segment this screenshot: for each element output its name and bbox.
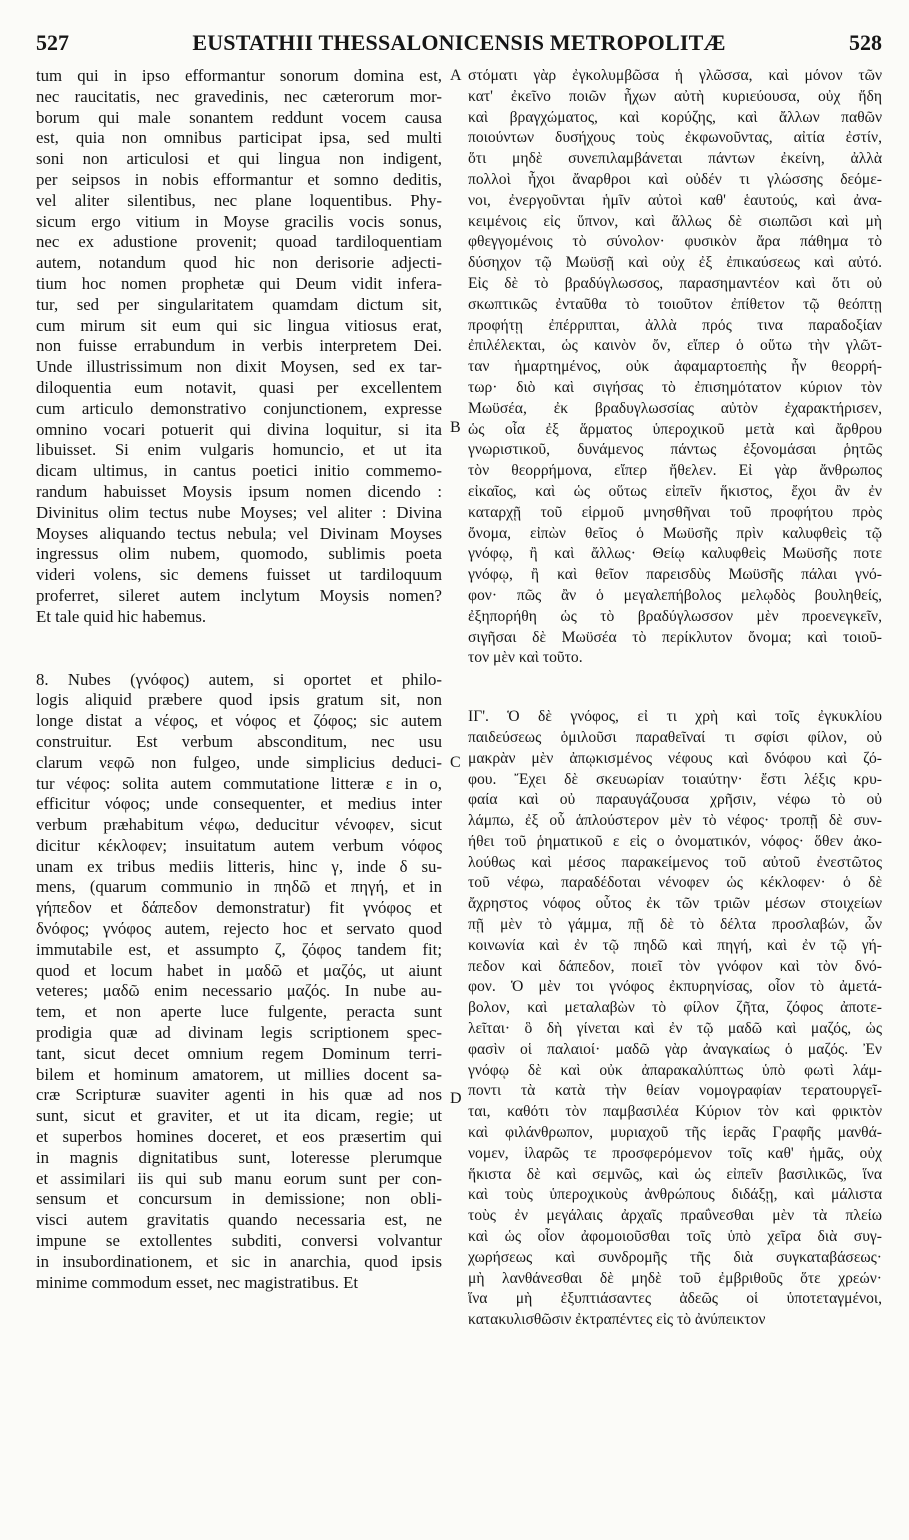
text-line: quod et locum habet in μαδῶ et μαζός, ut aiunt (36, 960, 442, 980)
text-line: φου. Ἔχει δὲ σκευωρίαν τοιαύτην· ἔστι λέξις κρυ- (468, 770, 882, 788)
text-line: τωρ· διὸ καὶ σιγήσας τὸ ἐπισημότατον κύριον τὸν (468, 378, 882, 396)
text-line: τοῦ νέφω, παραδέδοται νένοφεν ὡς κέκλοφεν· ὁ δὲ (468, 874, 882, 892)
text-line: tium hoc nomen prophetæ qui Deum vidit infera- (36, 273, 442, 293)
text-line: verbum præhabitum νέφω, deducitur νένοφεν, sicut (36, 815, 442, 835)
latin-paragraph-2 (36, 670, 442, 1294)
text-line: cræ Scripturæ suaviter agenti in his quæ ad nos (36, 1085, 442, 1105)
text-line: sunt, sicut et graviter, et ut ita dicam, regie; ut (36, 1106, 442, 1126)
text-line: ποντι τὰ κατὰ τὴν θείαν νομογραφίαν τερατουργεῖ- (468, 1082, 882, 1100)
text-line: ὅτι μηδὲ συνεπιλαμβάνεται πάντων ἐκείνη, ἀλλὰ (468, 150, 882, 168)
text-line: immutabile est, et assumpto ζ, ζόφος tandem fit; (36, 939, 442, 959)
text-line: ποιούντων δυσήχους τοὺς ἐκφωνοῦντας, αἰτία ἐστίν, (468, 129, 882, 147)
text-line: tant, sicut decet omnium regem Dominum terri- (36, 1043, 442, 1063)
text-line: ἐπιλέλεκται, ὡς καινὸν ὄν, εἴπερ ὁ οὕτω τὴν γλῶτ- (468, 337, 882, 355)
text-line: βολον, καὶ μεταλαβὼν τὸ φίλον ζῆτα, ζόφος ἀποτε- (468, 999, 882, 1017)
text-line: dicitur κέκλοφεν; insuitatum autem verbum νόφος (36, 835, 442, 855)
text-line: tur νέφος: solita autem commutatione litteræ ε in ο, (36, 773, 442, 793)
page-number-left: 527 (36, 30, 69, 55)
text-line: φον. Ὁ μὲν τοι γνόφος ἐκπυρηνίσας, οἷον τὸ ἀμετά- (468, 978, 882, 996)
text-line: bilem et hominum amatorem, ut millies docent sa- (36, 1064, 442, 1084)
text-line: γνόφῳ δὲ καὶ οὐκ ἀπαρακαλύπτως ὑπὸ φωτὶ λάμ- (468, 1061, 882, 1079)
text-line: sicum ergo vitium in Moyse gracilis vocis sonus, (36, 211, 442, 231)
text-line: ὄνομα, εἰπὼν θεῖος ὁ Μωϋσῆς πρὶν καλυφθεὶς τῷ (468, 524, 882, 542)
text-line: φαία καὶ οὐ παραυγάζουσα χρῆσιν, νέφω τὸ οὐ (468, 791, 882, 809)
greek-paragraph-2 (468, 707, 882, 1331)
text-line: et superbos homines doceret, et eos præsertim qui (36, 1127, 442, 1147)
text-line: impune se extollentes subditi, conversi volvantur (36, 1231, 442, 1251)
text-line: proferret, sileret autem inclytum Moysis nomen? (36, 585, 442, 605)
latin-column (36, 66, 442, 1293)
text-line: δύσηχον τῷ Μωϋσῇ καὶ οὐχ ἐξ ἐπικαύσεως καὶ αὐτό. (468, 254, 882, 272)
text-line: Moyses aliquando tectus nebula; vel Divinam Moyses (36, 523, 442, 543)
text-line: ται, καθότι τὸν παμβασιλέα Κύριον τὸν καὶ φρικτὸν (468, 1103, 882, 1121)
running-title: EUSTATHII THESSALONICENSIS METROPOLITÆ (192, 30, 726, 55)
text-line: ἄχρηστος νόφος οὗτος ἐκ τῶν τριῶν μέσων στοιχείων (468, 895, 882, 913)
margin-marker-d: D (450, 1090, 462, 1107)
text-line: σκωπτικῶς ἐνταῦθα τὸ τοιοῦτον ἐπίθετον τῷ θεόπτῃ (468, 295, 882, 313)
text-line: borum qui male sonantem reddunt vocem causa (36, 107, 442, 127)
text-line: omnino vocari potuerit qui divina loquitur, si ita (36, 419, 442, 439)
text-line: ἐξηπορήθη ὡς τὸ βραδύγλωσσον μὲν προενεγκεῖν, (468, 607, 882, 625)
text-line: τὸν θεορρήμονα, εἴπερ ἤθελεν. Εἰ γὰρ ἄνθρωπος (468, 462, 882, 480)
text-line: tem, et non aperte luce fulgente, peracta sunt (36, 1002, 442, 1022)
text-line: est, quia non omnibus participat ipsa, sed multi (36, 128, 442, 148)
text-line: 8. Nubes (γνόφος) autem, si oportet et philo- (36, 669, 442, 689)
text-line: nec raucitatis, nec gravedinis, nec cæterorum mor- (36, 86, 442, 106)
latin-paragraph-1 (36, 66, 442, 628)
text-line: tum qui in ipso efformantur sonorum domina est, (36, 66, 442, 85)
text-line: ΙΓ'. Ὁ δὲ γνόφος, εἰ τι χρὴ καὶ τοῖς ἐγκυκλίου (468, 708, 882, 726)
text-line: τον μὲν καὶ τοῦτο. (468, 649, 583, 667)
text-line: λούθως καὶ μέσος παρακείμενος τοῦ αὐτοῦ ἐνεστῶτος (468, 853, 882, 871)
text-line: ήθει τοῦ ῥηματικοῦ ε εἰς ο ὀνοματικόν, νόφος· ὅθεν ἀκο- (468, 832, 882, 850)
text-line: προφήτῃ ἐπέρριπται, ἀλλὰ πρός τινα παραδοξίαν (468, 316, 882, 334)
greek-column (468, 66, 882, 1331)
text-line: δνόφος; γνόφος autem, rejecto hoc et servato quod (36, 919, 442, 939)
text-line: ἥκιστα δὲ καὶ σεμνῶς, καὶ ὡς εἰπεῖν βασιλικῶς, ἵνα (468, 1165, 882, 1183)
text-line: λεῖται· ὃ δὴ γίνεται καὶ ἐν τῷ μαδῶ καὶ μαζός, ὡς (468, 1020, 882, 1038)
text-line: γνόφῳ, ἢ καὶ ἄλλως· Θείῳ καλυφθεὶς Μωϋσῆς ποτε (468, 545, 882, 563)
text-line: καὶ τοὺς ὑπεροχικοὺς ἀνθρώπους διδάξῃ, καὶ μάλιστα (468, 1186, 882, 1204)
text-line: μὴ λανθάνεσθαι δὲ μηδὲ τοῦ ἐμβριθοῦς ὅτε χρεών· (468, 1269, 882, 1287)
text-line: γνόφῳ, ἢ καὶ θεῖον παρεισδὺς Μωϋσῆς πάλαι γνό- (468, 566, 882, 584)
text-line: κατ' ἐκεῖνο ποιῶν ἦχων αὐτὴ κυριεύουσα, οὐχ ἤδη (468, 87, 882, 105)
text-line: φον· πῶς ἂν ὁ μεγαλεπήβολος μελῳδὸς βουληθείς, (468, 586, 882, 604)
text-line: Divinitus olim tectus nube Moyses; vel aliter : Divina (36, 502, 442, 522)
text-line: longe distat a νέφος, et νόφος et ζόφος; sic autem (36, 711, 442, 731)
text-line: καὶ φιλάνθρωπον, μυριαχοῦ τῆς ἱερᾶς Γραφῆς μανθά- (468, 1124, 882, 1142)
text-line: mens, (quarum communio in πηδῶ et πηγή, et in (36, 877, 442, 897)
text-line: tur, sed per singularitatem quamdam dictum sit, (36, 294, 442, 314)
text-line: νοι, ἐνεργοῦνται ἡμῖν αὐτοὶ καθ' ἑαυτούς, καὶ ἀνα- (468, 191, 882, 209)
text-line: μακρὰν μὲν ἀπῳκισμένος νέφους καὶ δνόφου καὶ ζό- (468, 749, 882, 767)
text-line: γνωριστικοῦ, δυνάμενος πάντως ἐξονομάσαι ῥητῶς (468, 441, 882, 459)
text-line: κειμένοις εἰς ὕπνον, καὶ ἄλλως δὲ σιωπῶσι καὶ μὴ (468, 212, 882, 230)
text-line: νομεν, ἱλαρῶς τε προσφερόμενον τοῖς καθ' ἡμᾶς, οὐχ (468, 1144, 882, 1162)
text-line: unam ex tribus mediis litteris, hinc γ, inde δ su- (36, 856, 442, 876)
text-line: καὶ ὡς οἷον ἀφομοιοῦσθαι τοῖς ὑπὸ χεῖρα διὰ συγ- (468, 1228, 882, 1246)
text-line: randum habuisset Moysis ipsum nomen dicendo : (36, 481, 442, 501)
text-line: πεδον καὶ δάπεδον, ποιεῖ τὸν γνόφον καὶ τὸν δνό- (468, 957, 882, 975)
text-line: sensum et concursum in demissione; non obli- (36, 1189, 442, 1209)
text-line: λάμπω, ἐξ οὗ ἁπλούστερον μὲν τὸ νέφος· τροπῇ δὲ συν- (468, 812, 882, 830)
text-line: κατακυλισθῶσιν ἐκτραπέντες εἰς τὸ ἀνύπεικτον (468, 1311, 766, 1329)
text-line: τοὺς ἐν μεγάλαις ἀρχαῖς πραΰνεσθαι μὲν τὰ πλείω (468, 1207, 882, 1225)
text-line: vel aliter silentibus, nec plane loquentibus. Phy- (36, 190, 442, 210)
page-number-right: 528 (849, 30, 882, 55)
text-line: ἵνα μὴ ἐξυπτιάσαντες ἀδεῶς οἱ ὑποτεταγμένοι, (468, 1290, 882, 1308)
margin-marker-a: A (450, 67, 462, 84)
text-line: χωρήσεως καὶ συνδρομῆς τῆς διὰ συγκαταβάσεως· (468, 1248, 882, 1266)
text-line: κοινωνία καὶ ἐν τῷ πηδῶ καὶ πηγή, καὶ ἐν τῷ γή- (468, 936, 882, 954)
text-line: in insubordinationem, et sic in anarchia, quod ipsis (36, 1251, 442, 1271)
text-line: et assimilari iis qui sub manu eorum sunt per con- (36, 1168, 442, 1188)
text-line: ingressus olim nubem, quomodo, sublimis poeta (36, 544, 442, 564)
text-line: logis aliquid præbere quod ipsis gratum sit, non (36, 690, 442, 710)
text-line: minime commodum esset, nec magistratibus. Et (36, 1272, 359, 1292)
text-line: autem, notandum quod hic non derisorie adjecti- (36, 253, 442, 273)
text-line: παιδεύσεως ὁμιλοῦσι παραθεῖναί τι σφίσι φίλον, οὐ (468, 728, 882, 746)
text-line: ταν ἡμαρτημένος, οὐκ ἀφαμαρτοεπὴς ἦν θεορρή- (468, 358, 882, 376)
text-line: construitur. Est verbum absconditum, nec usu (36, 731, 442, 751)
text-line: στόματι γὰρ ἐγκολυμβῶσα ἡ γλῶσσα, καὶ μόνον τῶν (468, 67, 882, 84)
text-line: Et tale quid hic habemus. (36, 606, 207, 626)
text-line: καὶ βραγχώματος, καὶ κορύζης, καὶ ἄλλων παθῶν (468, 108, 882, 126)
text-line: γήπεδον et δάπεδον demonstratur) fit γνόφος et (36, 898, 442, 918)
text-line: ὡς οἷα ἐξ ἅρματος ὑπεροχικοῦ μετὰ καὶ ἄρθρου (468, 420, 882, 438)
text-line: nec ex adustione provenit; quoad tardiloquentiam (36, 232, 442, 252)
text-line: Μωϋσέα, ἐκ βραδυγλωσσίας αὐτὸν ἐχαρακτήρισεν, (468, 399, 882, 417)
text-line: φασὶν οἱ παλαιοί· μαδῶ γὰρ ἀναγκαίως ὁ μαζός. Ἐν (468, 1040, 882, 1058)
text-line: diloquentia eum notavit, quasi per excellentem (36, 377, 442, 397)
text-line: veteres; μαδῶ enim necessario μαζός. In nube au- (36, 981, 442, 1001)
text-line: non fuisse errabundum in verbis interpretem Dei. (36, 336, 442, 356)
text-line: cum mirum sit eum qui sic lingua vitiosus erat, (36, 315, 442, 335)
text-line: dicam ultimus, in cantus poetici initio commemo- (36, 461, 442, 481)
text-line: prodigia quæ ad divinam legis scriptionem spec- (36, 1023, 442, 1043)
text-line: videri volens, sic demens fuisset ut tardiloquum (36, 565, 442, 585)
text-line: Εἰς δὲ τὸ βραδύγλωσσος, παρασημαντέον καὶ ὅτι οὐ (468, 274, 882, 292)
text-line: πῇ μὲν τὸ γάμμα, πῇ δὲ τὸ δέλτα προσλαβών, ὧν (468, 916, 882, 934)
margin-marker-c: C (450, 754, 461, 771)
text-line: καταρχῇ τοῦ εἱρμοῦ μνησθῆναι τοῦ προφήτου πρὸς (468, 503, 882, 521)
text-line: φθεγγομένοις τὸ σύνολον· φυσικὸν ἄρα πάθημα τὸ (468, 233, 882, 251)
text-line: efficitur νόφος; unde consequenter, et medius inter (36, 794, 442, 814)
text-line: soni non articulosi et qui lingua non indigent, (36, 149, 442, 169)
text-line: πολλοὶ ἦχοι ἄναρθροι καὶ οὐδέν τι γλώσσης δεόμε- (468, 170, 882, 188)
text-line: cum articulo demonstrativo conjunctionem, expresse (36, 398, 442, 418)
text-line: εἰκαῖος, καὶ ὡς οὕτως εἰπεῖν ἥκιστος, ἔχοι ἂν ἐν (468, 482, 882, 500)
margin-marker-b: B (450, 419, 461, 436)
text-line: per seipsos in nobis efformantur et somno deditis, (36, 169, 442, 189)
text-line: in magnis dignitatibus sunt, loteresse plerumque (36, 1147, 442, 1167)
running-header (36, 30, 882, 60)
greek-paragraph-1 (468, 66, 882, 669)
text-line: Unde illustrissimum non dixit Moysen, sed ex tar- (36, 357, 442, 377)
text-line: visci autem gravitatis quando necessaria est, ne (36, 1210, 442, 1230)
text-line: clarum νεφῶ non fulgeo, unde simplicius deduci- (36, 752, 442, 772)
text-line: σιγῆσαι δὲ Μωϋσέα τὸ περίκλυτον ὄνομα; καὶ τοιοῦ- (468, 628, 882, 646)
text-line: libuisset. Si enim vulgaris homuncio, et ut ita (36, 440, 442, 460)
